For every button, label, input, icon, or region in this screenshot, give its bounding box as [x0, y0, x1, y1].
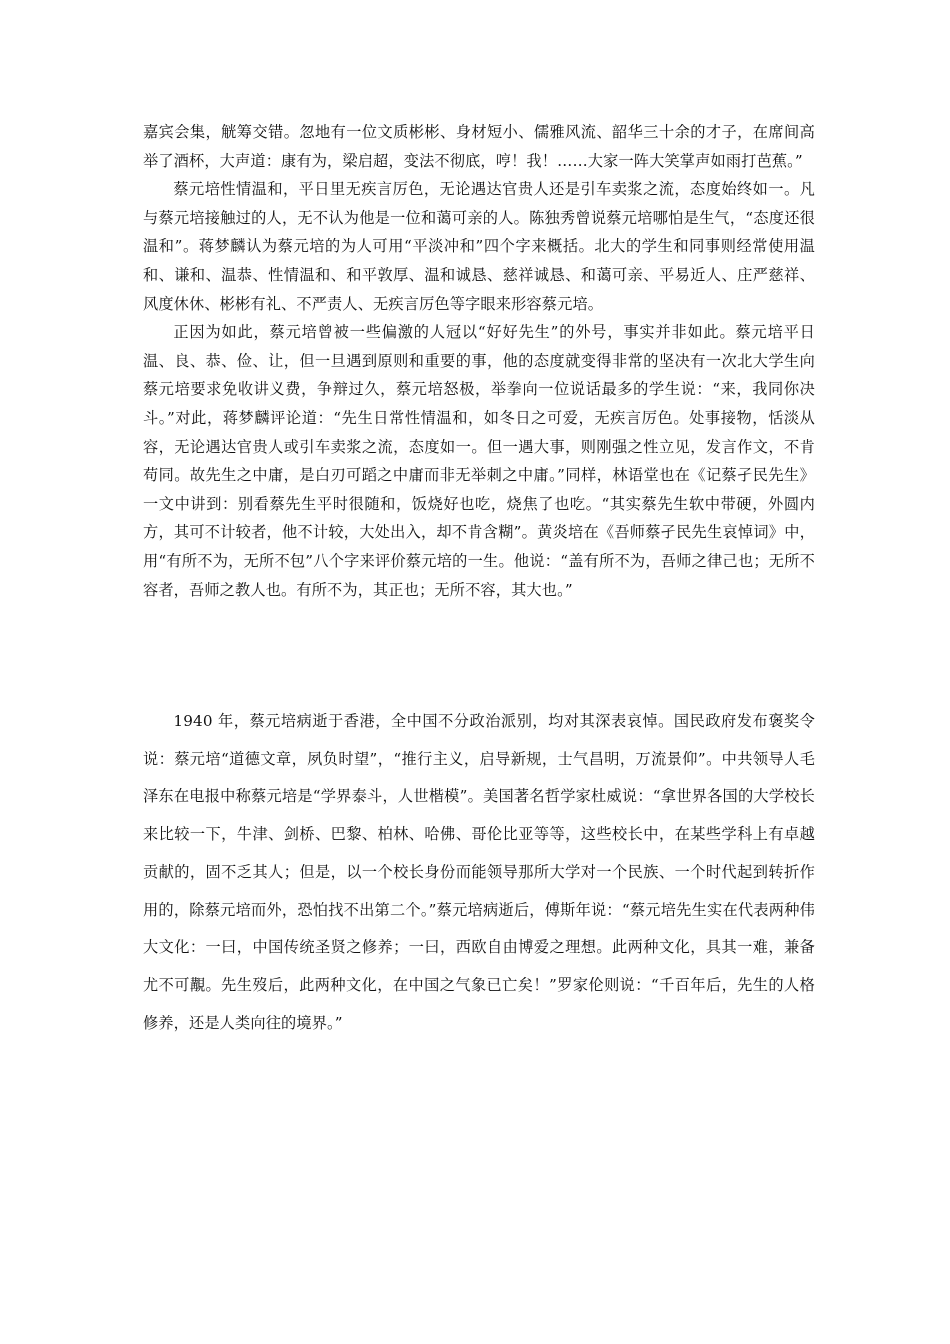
text-section-upper — [143, 118, 815, 604]
text-section-lower — [143, 703, 815, 1042]
paragraph-principles: 正因为如此，蔡元培曾被一些偏激的人冠以“好好先生”的外号，事实并非如此。蔡元培平日温、良、恭、俭、让，但一旦遇到原则和重要的事，他的态度就变得非常的坚决有一次北大学生向蔡元培要求免收讲义费，争辩过久，蔡元培怒极，举拳向一位说话最多的学生说：“来，我同你决斗。”对此，蒋梦麟评论道：“先生日常性情温和，如冬日之可爱，无疾言厉色。处事接物，恬淡从容，无论遇达官贵人或引车卖浆之流，态度如一。但一遇大事，则刚强之性立见，发言作文，不肯苟同。故先生之中庸，是白刃可蹈之中庸而非无举刺之中庸。”同样，林语堂也在《记蔡孑民先生》一文中讲到：别看蔡先生平时很随和，饭烧好也吃，烧焦了也吃。“其实蔡先生软中带硬，外圆内方，其可不计较者，他不计较，大处出入，却不肯含糊”。黄炎培在《吾师蔡孑民先生哀悼词》中，用“有所不为，无所不包”八个字来评价蔡元培的一生。他说：“盖有所不为，吾师之律己也；无所不容者，吾师之教人也。有所不为，其正也；无所不容，其大也。” — [143, 323, 815, 599]
paragraph-legacy: 1940 年，蔡元培病逝于香港，全中国不分政治派别，均对其深表哀悼。国民政府发布褒奖令说：蔡元培“道德文章，夙负时望”，“推行主义，启导新规，士气昌明，万流景仰”。中共领导人毛泽东在电报中称蔡元培是“学界泰斗，人世楷模”。美国著名哲学家杜威说：“拿世界各国的大学校长来比较一下，牛津、剑桥、巴黎、柏林、哈佛、哥伦比亚等等，这些校长中，在某些学科上有卓越贡献的，固不乏其人；但是，以一个校长身份而能领导那所大学对一个民族、一个时代起到转折作用的，除蔡元培而外，恐怕找不出第二个。”蔡元培病逝后，傅斯年说：“蔡元培先生实在代表两种伟大文化：一曰，中国传统圣贤之修养；一曰，西欧自由博爱之理想。此两种文化，具其一难，兼备尤不可覯。先生歿后，此两种文化，在中国之气象已亡矣！”罗家伦则说：“千百年后，先生的人格修养，还是人类向往的境界。” — [143, 712, 815, 1032]
paragraph-banquet: 嘉宾会集，觥筹交错。忽地有一位文质彬彬、身材短小、儒雅风流、韶华三十余的才子，在席间高举了酒杯，大声道：康有为，梁启超，变法不彻底，哼！我！……大家一阵大笑掌声如雨打芭蕉。” — [143, 123, 815, 170]
paragraph-temperament: 蔡元培性情温和，平日里无疾言厉色，无论遇达官贵人还是引车卖浆之流，态度始终如一。凡与蔡元培接触过的人，无不认为他是一位和蔼可亲的人。陈独秀曾说蔡元培哪怕是生气，“态度还很温和”。蒋梦麟认为蔡元培的为人可用“平淡冲和”四个字来概括。北大的学生和同事则经常使用温和、谦和、温恭、性情温和、和平敦厚、温和诚恳、慈祥诚恳、和蔼可亲、平易近人、庄严慈祥、风度休休、彬彬有礼、不严责人、无疾言厉色等字眼来形容蔡元培。 — [143, 180, 815, 313]
